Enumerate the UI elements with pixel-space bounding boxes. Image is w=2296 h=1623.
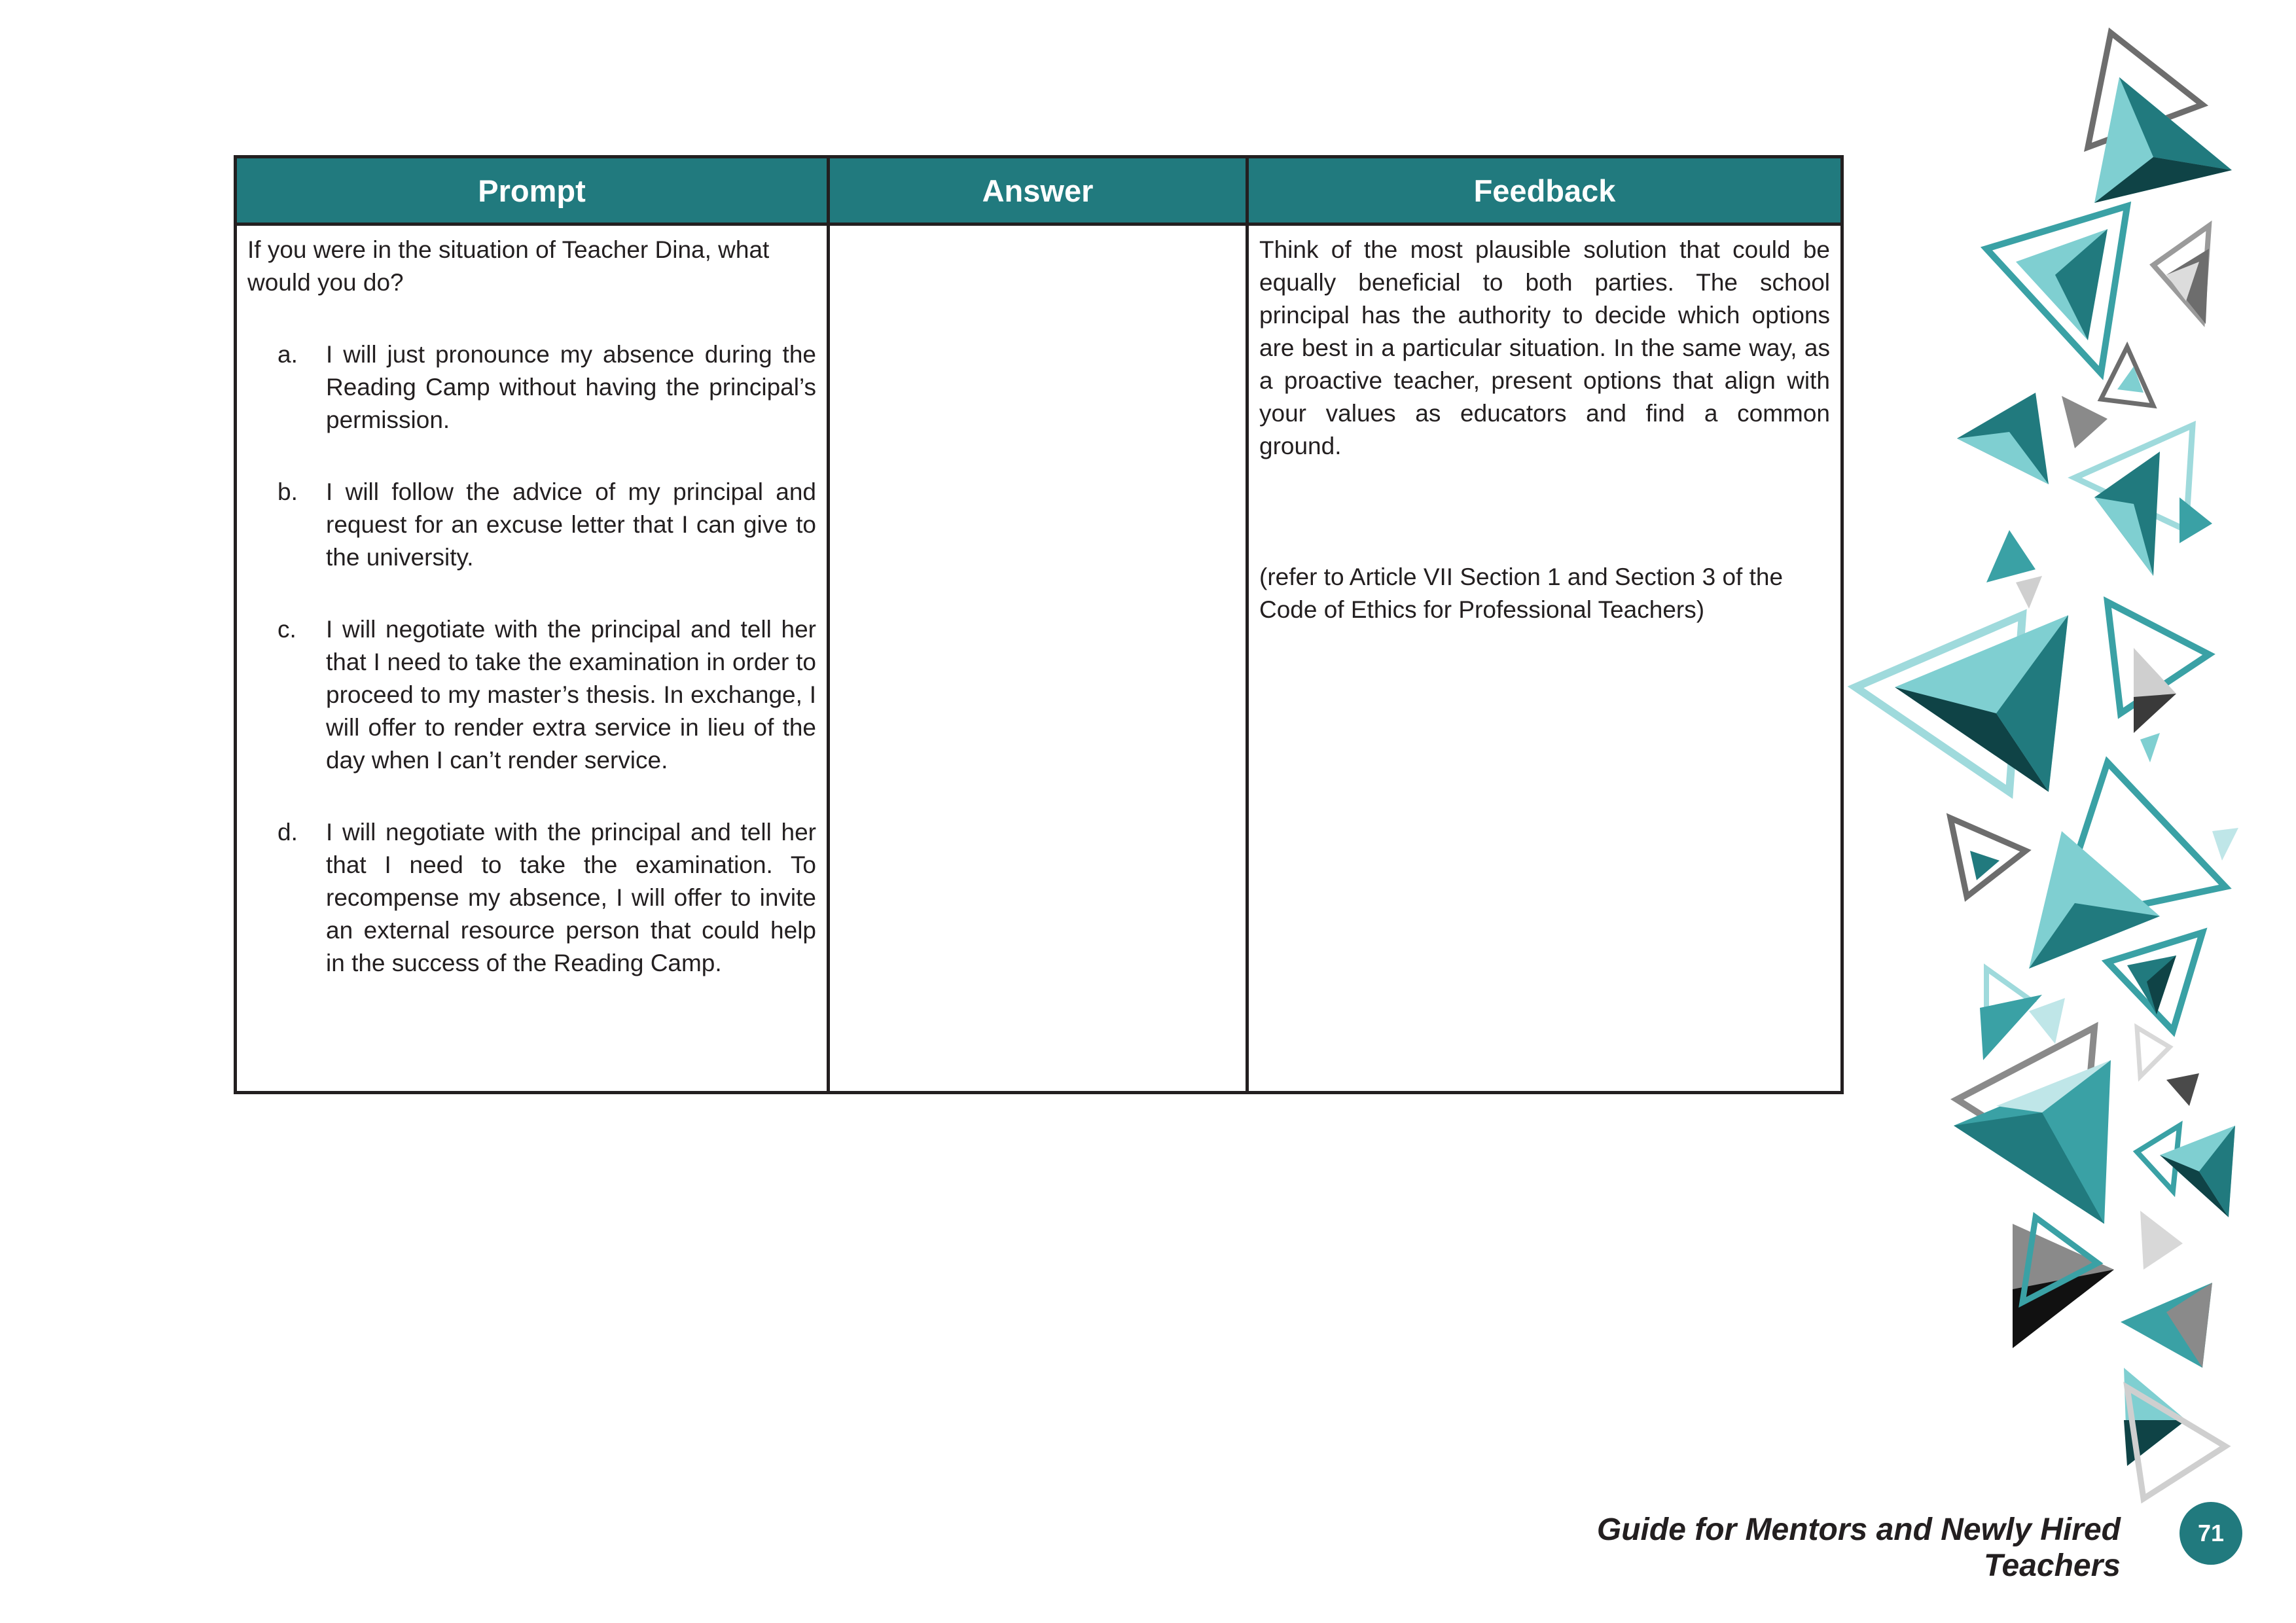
triangle-icon bbox=[2212, 828, 2238, 861]
option-letter: d. bbox=[278, 819, 298, 846]
feedback-text: Think of the most plausible solution that could be equally beneficial to both parties. The school principal has the authority to decide which options are best in a particular situation. In the same way, as a proactive teacher, present options that align with your values as educators and find a common ground. bbox=[1259, 236, 1830, 459]
triangle-icon bbox=[2134, 694, 2176, 733]
prompt-cell bbox=[236, 224, 829, 1093]
triangle-icon bbox=[1980, 995, 2042, 1060]
option-text: I will negotiate with the principal and tell her that I need to take the examination in order to proceed to my master’s thesis. In exchange, I will offer to render extra service in lieu of the day when I can’t render service. bbox=[326, 616, 816, 774]
triangle-icon bbox=[1986, 530, 2036, 582]
option-letter: b. bbox=[278, 478, 298, 505]
triangle-decoration bbox=[1846, 0, 2296, 1518]
option-letter: a. bbox=[278, 341, 298, 368]
triangle-icon bbox=[2140, 733, 2160, 762]
prompt-answer-feedback-table bbox=[234, 155, 1840, 1094]
triangle-icon bbox=[2062, 396, 2108, 448]
triangle-icon bbox=[2029, 998, 2065, 1044]
option-c bbox=[247, 613, 816, 777]
header-answer: Answer bbox=[829, 157, 1247, 224]
header-prompt: Prompt bbox=[236, 157, 829, 224]
table-header-row bbox=[236, 157, 1842, 224]
feedback-cell bbox=[1247, 224, 1842, 1093]
header-feedback: Feedback bbox=[1247, 157, 1842, 224]
triangle-icon bbox=[2166, 1073, 2199, 1106]
option-text: I will just pronounce my absence during the Reading Camp without having the principal’s permission. bbox=[326, 341, 816, 433]
triangle-icon bbox=[2016, 576, 2042, 609]
page-number-badge: 71 bbox=[2179, 1502, 2242, 1565]
option-text: I will follow the advice of my principal and request for an excuse letter that I can give to the university. bbox=[326, 478, 816, 571]
option-letter: c. bbox=[278, 616, 296, 643]
option-d bbox=[247, 816, 816, 980]
feedback-reference: (refer to Article VII Section 1 and Section 3 of the Code of Ethics for Professional Teachers) bbox=[1259, 563, 1784, 623]
footer-title: Guide for Mentors and Newly Hired Teachers bbox=[1596, 1512, 2121, 1583]
table-row bbox=[236, 224, 1842, 1093]
activity-table bbox=[234, 155, 1844, 1094]
answer-cell[interactable] bbox=[829, 224, 1247, 1093]
option-b bbox=[247, 476, 816, 574]
option-a bbox=[247, 338, 816, 437]
prompt-question: If you were in the situation of Teacher Dina, what would you do? bbox=[247, 236, 770, 296]
triangle-icon bbox=[2179, 497, 2212, 543]
triangle-icon bbox=[2140, 1211, 2183, 1270]
triangle-outline-icon bbox=[2137, 1027, 2170, 1077]
option-text: I will negotiate with the principal and tell her that I need to take the examination. To recompense my absence, I will offer to invite an external resource person that could help in the success of the Reading Camp. bbox=[326, 819, 816, 976]
